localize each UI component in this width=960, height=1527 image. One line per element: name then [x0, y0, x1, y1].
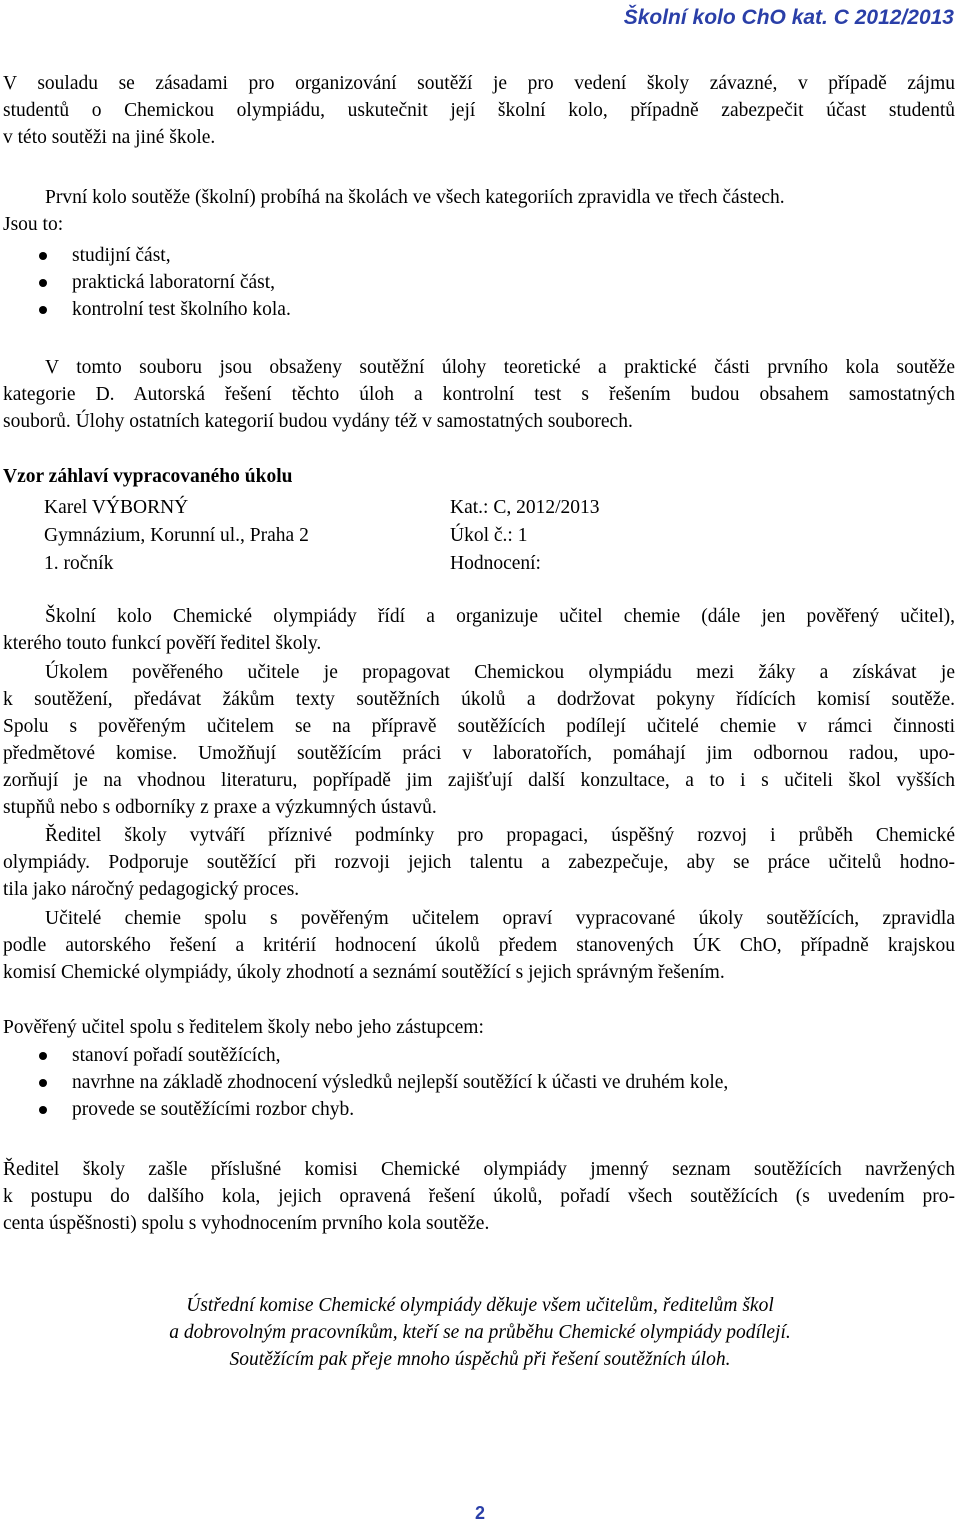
competition-parts-list	[3, 242, 955, 323]
text-line: k postupu do dalšího kola, jejich opravená řešení úkolů, pořadí všech soutěžících (s uvedením pro-	[3, 1186, 955, 1207]
text-line: Školní kolo Chemické olympiády řídí a organizuje učitel chemie (dále jen pověřený učitel),	[45, 606, 955, 627]
text-line: tila jako náročný pedagogický proces.	[3, 879, 300, 900]
director-paragraph	[3, 1156, 955, 1237]
page-number: 2	[474, 1503, 485, 1523]
text-line: Jsou to:	[3, 214, 64, 235]
text-line: k soutěžení, předávat žákům texty soutěžních úkolů a dodržovat pokyny řídících komisí soutěže.	[3, 689, 955, 710]
intro-paragraph-1	[3, 70, 955, 151]
list-item: provede se soutěžícími rozbor chyb.	[3, 1096, 955, 1123]
template-header-example	[44, 494, 684, 578]
text-line: a dobrovolným pracovníkům, kteří se na průběhu Chemické olympiády podílejí.	[169, 1322, 791, 1343]
student-name: Karel VÝBORNÝ	[44, 497, 189, 518]
text-line: stupňů nebo s odborníky z praxe a výzkumných ústavů.	[3, 797, 437, 818]
running-header: Školní kolo ChO kat. C 2012/2013	[623, 6, 954, 29]
intro-paragraph-2	[3, 184, 955, 238]
template-row	[44, 494, 684, 522]
rules-paragraph-2	[3, 659, 955, 821]
text-line: Soutěžícím pak přeje mnoho úspěchů při řešení soutěžních úloh.	[229, 1349, 731, 1370]
list-item: navrhne na základě zhodnocení výsledků nejlepší soutěžící k účasti ve druhém kole,	[3, 1069, 955, 1096]
template-row	[44, 550, 684, 578]
text-line: Ústřední komise Chemické olympiády děkuje všem učitelům, ředitelům škol	[186, 1295, 774, 1316]
text-line: Ředitel školy vytváří příznivé podmínky pro propagaci, úspěšný rozvoj i průběh Chemické	[45, 825, 955, 846]
rules-paragraph-4	[3, 905, 955, 986]
text-line: předmětové komise. Umožňují soutěžícím práci v laboratořích, pomáhají jim odbornou radou, upo-	[3, 743, 955, 764]
text-line: Učitelé chemie spolu s pověřeným učitelem opraví vypracované úkoly soutěžících, zpravidla	[45, 908, 955, 929]
text-line: komisí Chemické olympiády, úkoly zhodnotí a seznámí soutěžící s jejich správným řešením.	[3, 962, 725, 983]
text-line: souborů. Úlohy ostatních kategorií budou vydány též v samostatných souborech.	[3, 411, 633, 432]
text-line: První kolo soutěže (školní) probíhá na školách ve všech kategoriích zpravidla ve třech částech.	[45, 187, 785, 208]
text-line: V souladu se zásadami pro organizování soutěží je pro vedení školy závazné, v případě zájmu	[3, 73, 955, 94]
grade: 1. ročník	[44, 553, 114, 574]
template-heading: Vzor záhlaví vypracovaného úkolu	[3, 466, 293, 487]
text-line: Úkolem pověřeného učitele je propagovat Chemickou olympiádu mezi žáky a získávat je	[45, 662, 955, 683]
rules-paragraph-3	[3, 822, 955, 903]
task-number: Úkol č.: 1	[450, 525, 528, 546]
list-item: praktická laboratorní část,	[3, 269, 955, 296]
text-line: V tomto souboru jsou obsaženy soutěžní úlohy teoretické a praktické části prvního kola soutěže	[45, 357, 955, 378]
closing-message	[0, 1292, 960, 1373]
text-line: olympiády. Podporuje soutěžící při rozvoji jejich talentu a zabezpečuje, aby se práce učitelů hodno-	[3, 852, 955, 873]
duties-intro: Pověřený učitel spolu s ředitelem školy nebo jeho zástupcem:	[3, 1017, 484, 1038]
text-line: studentů o Chemickou olympiádu, uskutečnit její školní kolo, případně zabezpečit účast studentů	[3, 100, 955, 121]
list-item: stanoví pořadí soutěžících,	[3, 1042, 955, 1069]
intro-paragraph-3	[3, 354, 955, 435]
text-line: kategorie D. Autorská řešení těchto úloh a kontrolní test s řešením budou obsahem samostatných	[3, 384, 955, 405]
text-line: podle autorského řešení a kritérií hodnocení úkolů předem stanovených ÚK ChO, případně krajskou	[3, 935, 955, 956]
text-line: kterého touto funkcí pověří ředitel školy.	[3, 633, 322, 654]
text-line: Spolu s pověřeným učitelem se na přípravě soutěžících podílejí učitelé chemie v rámci činnosti	[3, 716, 955, 737]
rules-paragraph-1	[3, 603, 955, 657]
evaluation: Hodnocení:	[450, 553, 541, 574]
list-item: kontrolní test školního kola.	[3, 296, 955, 323]
text-line: Ředitel školy zašle příslušné komisi Chemické olympiády jmenný seznam soutěžících navržených	[3, 1159, 955, 1180]
text-line: centa úspěšnosti) spolu s vyhodnocením prvního kola soutěže.	[3, 1213, 490, 1234]
school-name: Gymnázium, Korunní ul., Praha 2	[44, 525, 309, 546]
text-line: zorňují je na vhodnou literaturu, popřípadě jim zajišťují další konzultace, a to i s učiteli škol vyšších	[3, 770, 955, 791]
text-line: v této soutěži na jiné škole.	[3, 127, 216, 148]
duties-list	[3, 1042, 955, 1123]
category-year: Kat.: C, 2012/2013	[450, 497, 600, 518]
template-row	[44, 522, 684, 550]
list-item: studijní část,	[3, 242, 955, 269]
